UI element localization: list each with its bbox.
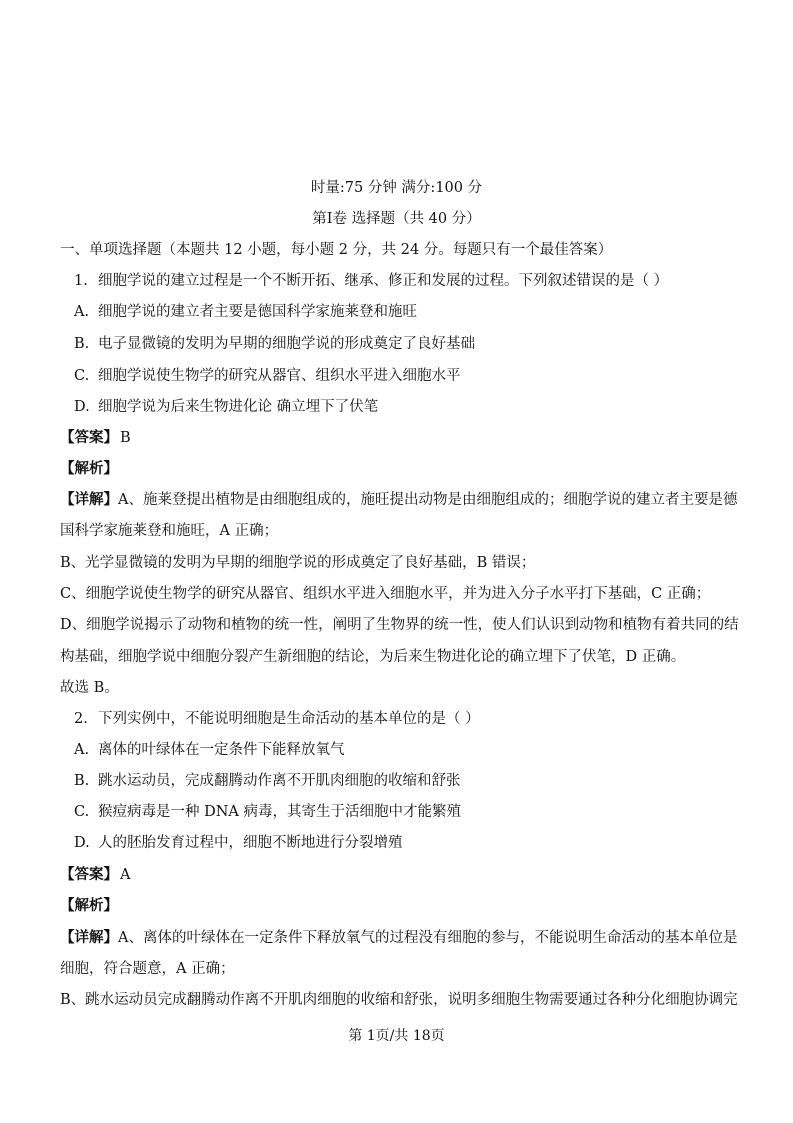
answer-tag: 【答案】: [60, 429, 118, 446]
question-1-answer: [60, 428, 710, 448]
option-letter: C.: [74, 804, 90, 820]
question-2-option-b: [74, 771, 724, 791]
section-heading: 一、单项选择题（本题共 12 小题，每小题 2 分，共 24 分。每题只有一个最佳答案）: [60, 242, 613, 258]
option-letter: B.: [74, 336, 90, 352]
question-1-detail-line-2: 国科学家施莱登和施旺，A 正确；: [60, 523, 279, 539]
question-number: 1.: [74, 273, 88, 289]
question-1-option-b: [74, 334, 724, 354]
page-footer: 第 1页/共 18页: [348, 1028, 445, 1044]
question-1-stem: [74, 271, 724, 291]
question-2-option-c: [74, 802, 724, 822]
question-1-detail-line-3: B、光学显微镜的发明为早期的细胞学说的形成奠定了良好基础，B 错误；: [60, 555, 536, 571]
option-text: 猴痘病毒是一种 DNA 病毒，其寄生于活细胞中才能繁殖: [98, 804, 462, 820]
detail-tag: 【详解】: [60, 929, 118, 946]
question-2-analysis-tag: [60, 896, 710, 916]
question-text: 下列实例中，不能说明细胞是生命活动的基本单位的是（ ）: [98, 711, 480, 727]
option-text: 跳水运动员，完成翻腾动作离不开肌肉细胞的收缩和舒张: [98, 773, 461, 789]
question-number: 2.: [74, 711, 88, 727]
question-2-detail-line-3: B、跳水运动员完成翻腾动作离不开肌肉细胞的收缩和舒张，说明多细胞生物需要通过各种分化细胞协调完: [60, 992, 738, 1008]
exam-time-score: 时量:75 分钟 满分:100 分: [310, 180, 483, 196]
option-text: 细胞学说为后来生物进化论 确立埋下了伏笔: [98, 399, 379, 415]
answer-value: B: [120, 430, 131, 446]
question-2-detail-line-2: 细胞，符合题意，A 正确；: [60, 961, 235, 977]
option-text: 离体的叶绿体在一定条件下能释放氧气: [98, 742, 345, 758]
option-letter: D.: [74, 399, 90, 415]
question-1-conclusion: 故选 B。: [60, 680, 119, 696]
question-2-detail-line-1: [60, 928, 738, 948]
question-1-detail-line-4: C、细胞学说使生物学的研究从器官、组织水平进入细胞水平，并为进入分子水平打下基础，C 正确；: [60, 586, 711, 602]
detail-tag: 【详解】: [60, 491, 118, 508]
answer-value: A: [120, 867, 131, 883]
question-2-option-a: [74, 740, 724, 760]
question-1-option-a: [74, 302, 724, 322]
question-2-option-d: [74, 833, 724, 853]
question-1-option-d: [74, 397, 724, 417]
option-text: 细胞学说的建立者主要是德国科学家施莱登和施旺: [98, 304, 417, 320]
question-1-detail-line-5: D、细胞学说揭示了动物和植物的统一性，阐明了生物界的统一性，使人们认识到动物和植物有着共同的结: [60, 617, 739, 633]
detail-text: A、施莱登提出植物是由细胞组成的，施旺提出动物是由细胞组成的；细胞学说的建立者主要是德: [118, 492, 738, 508]
question-text: 细胞学说的建立过程是一个不断开拓、继承、修正和发展的过程。下列叙述错误的是（ ）: [98, 273, 669, 289]
answer-tag: 【答案】: [60, 866, 118, 883]
option-letter: A.: [74, 742, 90, 758]
question-1-option-c: [74, 366, 724, 386]
option-letter: A.: [74, 304, 90, 320]
question-2-stem: [74, 709, 724, 729]
section-title: 第Ⅰ卷 选择题（共 40 分）: [312, 211, 481, 227]
option-text: 细胞学说使生物学的研究从器官、组织水平进入细胞水平: [98, 368, 461, 384]
option-letter: D.: [74, 835, 90, 851]
option-text: 电子显微镜的发明为早期的细胞学说的形成奠定了良好基础: [98, 336, 475, 352]
option-letter: C.: [74, 368, 90, 384]
analysis-tag: 【解析】: [60, 460, 118, 477]
question-1-analysis-tag: [60, 459, 710, 479]
option-text: 人的胚胎发育过程中，细胞不断地进行分裂增殖: [98, 835, 403, 851]
question-2-answer: [60, 865, 710, 885]
question-1-detail-line-1: [60, 490, 738, 510]
option-letter: B.: [74, 773, 90, 789]
question-1-detail-line-6: 构基础，细胞学说中细胞分裂产生新细胞的结论，为后来生物进化论的确立埋下了伏笔，D 正确。: [60, 649, 686, 665]
analysis-tag: 【解析】: [60, 897, 118, 914]
detail-text: A、离体的叶绿体在一定条件下释放氧气的过程没有细胞的参与，不能说明生命活动的基本单位是: [118, 930, 738, 946]
